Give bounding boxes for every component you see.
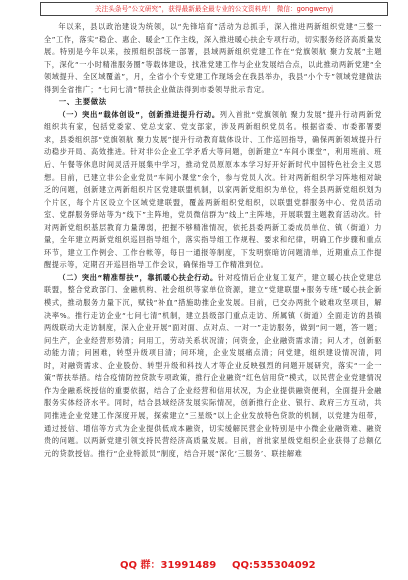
section-heading: 一、主要做法 bbox=[58, 97, 107, 107]
qq-number: QQ:535304092 bbox=[232, 560, 316, 571]
section-paragraph-1: （一）突出“载体创设”，创新推进提升行动。列入首批“党旗领航 聚力发展”提升行动两新党组织共有家，包括党委家、党总支家、党支部家，涉及两新组织党员名。根据省委、市委都署要求，县委组织部“党旗领航 聚力发展”提升行动教育载体设计、工作巡回指导，确保两新领域提升行动稳步开局、高效推进。针对非公企业工学矛盾大等问题，创新建立“车间小课堂”，利用班前、班后、午餐等休息时间灵活开展集中学习，推动党员原原本本学习好开好新时代中国特色社会主义思想。目前，已建立非公企业党员“车间小课堂”余个，参与党员人次。针对两新组织学习阵地相对缺乏的问题，创新建立两新组织片区党建联盟机制，以家两新党组织为单位，将全县两新党组织划为个片区，每个片区设立个区域党建联盟，覆盖两新组织党组织，以联盟党群服务中心、党员活动室、党群服务驿站等为“线下”主阵地，党员微信群为“线上”主阵地，开展联盟主题教育活动次。针对两新党组织基层教育力量薄弱，把握不够精准情况，依托县委两新工委成员单位、镇（街道）力量，全年建立两新党组织巡回指导组个，落实指导组工作规程、要求和纪律，明确工作步骤和重点环节，建立工作例会、工作台帐等，每日一通报等制度，下发明察暗访问题清单，近期重点工作提醒提示等，定期召开巡回指导工作会议，确保指导工作精准到位。 bbox=[44, 109, 382, 270]
paragraph-lead: （二）突出“精准帮扶”，靠抓暖心扶企行动。 bbox=[58, 272, 218, 282]
footer-contacts bbox=[0, 558, 408, 574]
intro-paragraph: 年以来，县以政治建设为统领，以“先锋培育”活动为总抓手，深入推进两新组织党建“三整一全”工作，落实“稳企、惠企、暖企”工作主线，深入推进暖心扶企专项行动，切实服务经济高质量发展。特别是今年以来，按照组织部统一部署，县域两新组织党建工作在“党旗领航 聚力发展”主题下，深化“一小时精准服务圈”等载体建设，找准党建工作与企业发展结合点，以此推动两新党建“全领域提升、全区域覆盖”，月，全省小个专党建工作现场会在我县举办，我县“小个专”领域党建做法得到全省推广；“七问七清”帮扶企业做法得到市委领导批示肯定。 bbox=[44, 22, 382, 94]
section-paragraph-2: （二）突出“精准帮扶”，靠抓暖心扶企行动。针对疫情后企业复工复产，建立暖心扶企党建总联盟，整合党政部门、金融机构、社会组织等家单位资源，建立“党建联盟+服务专班”暖心扶企新模式，推动服务力量下沉，赋钱“补血”措施助推企业发展。目前，已交办两批个破难攻坚项目，解决率%。推行走访企业“七问七清”机制，建立县级部门重点走访、所属镇（街道）全面走访的县镇两级联动大走访制度，深入企业开展“面对面、点对点、一对一”走访服务，做到“问一题，答一题；问生产，企业经营形势清；问用工，劳动关系状况清；问资金，企业融资需求清；问人才，创新驱动能力清；问困难，转型升级项目清；问环境，企业发展痛点清；问党建，组织建设情况清，同时，对融资需求、企业股份、转型升级和科技人才等企业反映强烈的问题开展研究，落实“一企一策”帮扶举措。结合疫情防控贷款专项政策，推行企业融资“红色信用贷”模式，以民营企业党建情况作为金融系统授信的重要依据，结合了企业经营和信用状况，为企业提供融资便利，全面提升金融服务实体经济水平。同时，结合县域经济发展实际情况，创新推行企业、银行、政府三方互动，共同推进企业党建工作深度开展，探索建立“三星级”以上企业发放特色贷款的机制，以党建为纽带，通过授信、增信等方式为企业提供低成本融资，切实缓解民营企业特别是中小微企业融资难、融资贵的问题。以两新党建引领支持民营经济高质量发展。目前，首批家星级党组织企业获得了总额亿元的贷款授信。推行“企业特派员”制度，结合开展“深化‘三服务’、联挂解难 bbox=[44, 272, 383, 458]
document-body bbox=[44, 21, 382, 460]
paragraph-lead: （一）突出“载体创设”，创新推进提升行动。 bbox=[58, 109, 220, 119]
qq-group-number: QQ 群：31991489 bbox=[120, 560, 217, 571]
promo-banner: 关注头条号“公文研究”，获得最新最全最专业的公文资料库！ 微信：gongwenyj bbox=[40, 2, 388, 16]
